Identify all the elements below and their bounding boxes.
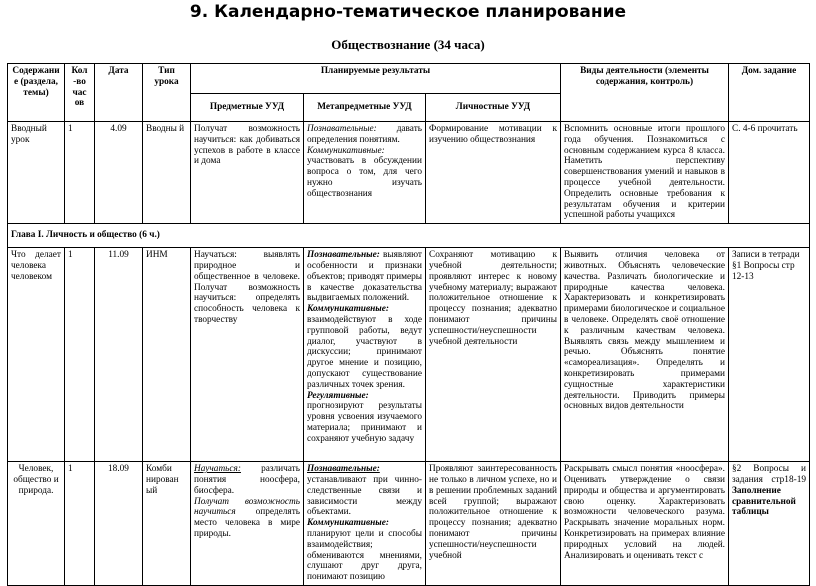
subject-text: различать понятия ноосфера, биосфера. [194,464,300,496]
col-header-section: Содержани е (раздела, темы) [8,64,65,122]
cell-date: 18.09 [95,462,143,586]
cell-activities: Вспомнить основные итоги прошлого года обучения. Познакомиться с основным содержанием курса 8 класса. Наметить перспективу совершенствования умений и навыков в процессе учебной деятельности. Определить основные требования к результатам обучения и критерии успешной работы учащихся [561,122,729,224]
meta-text: устанавливают при чинно-следственные связи и зависимости между объектами. [307,474,422,518]
meta-text: давать определения понятиям. [307,124,422,145]
subject-label: Научаться: [194,464,241,475]
cell-activities: Раскрывать смысл понятия «ноосфера». Оценивать утверждение о связи природы и общества и аргументировать свою оценку. Характеризовать возможности человеческого разума. Раскрывать значение моральных норм. Конкретизировать на примерах влияние природных условий на людей. Анализировать и оценивать текст с [561,462,729,586]
cell-meta-uud [304,122,426,224]
col-header-planned-results: Планируемые результаты [191,64,561,94]
meta-label: Коммуникативные: [307,518,389,529]
cell-subject-uud [191,462,304,586]
col-header-hours: Кол -во час ов [65,64,95,122]
meta-label: Познавательные: [307,464,380,475]
cell-personal-uud: Проявляют заинтересованность не только в личном успехе, но и в решении проблемных заданий всей группой; выражают положительное отношение к процессу познания; адекватно понимают причины успешности/неуспешности учебной [426,462,561,586]
meta-text: взаимодействуют в ходе групповой работы, ведут диалог, участвуют в дискуссии; принимают другое мнение и позицию, допускают существование различных точек зрения. [307,314,422,390]
cell-lesson-type: ИНМ [143,248,191,462]
cell-meta-uud [304,248,426,462]
cell-subject-uud: Получат возможность научиться: как добиваться успехов в работе в классе и дома [191,122,304,224]
cell-homework [729,462,810,586]
planning-table [7,63,810,586]
meta-text: участвовать в обсуждении вопроса о том, для чего нужно изучать обществознания [307,156,422,199]
subject-label: Получат возможность научиться [194,496,300,518]
meta-text: выявляют особенности и признаки объектов; приводят примеры в качестве доказательства выдвигаемых положений. [307,250,422,304]
meta-label: Познавательные: [307,124,377,134]
meta-label: Регулятивные: [307,390,369,401]
cell-hours: 1 [65,122,95,224]
meta-label: Коммуникативные: [307,304,389,315]
cell-section: Вводный урок [8,122,65,224]
cell-hours: 1 [65,462,95,586]
cell-personal-uud: Формирование мотивации к изучению обществознания [426,122,561,224]
chapter-title: Глава I. Личность и общество (6 ч.) [8,224,810,248]
table-row [8,462,810,586]
cell-section: Человек, общество и природа. [8,462,65,586]
page-title: 9. Календарно-тематическое планирование [189,2,627,22]
col-header-subject-uud: Предметные УУД [191,94,304,122]
col-header-meta-uud: Метапредметные УУД [304,94,426,122]
cell-meta-uud [304,462,426,586]
table-row [8,248,810,462]
meta-text: прогнозируют результаты уровня усвоения изучаемого материала; принимают и сохраняют учебную задачу [307,401,422,444]
meta-label: Коммуникативные: [307,145,385,156]
homework-bold: Заполнение сравнительной таблицы [732,485,796,518]
cell-date: 11.09 [95,248,143,462]
cell-hours: 1 [65,248,95,462]
subject-text: определять место человека в мире природы. [194,507,300,539]
meta-label: Познавательные: [307,250,380,261]
cell-section: Что делает человека человеком [8,248,65,462]
cell-personal-uud: Сохраняют мотивацию к учебной деятельности; проявляют интерес к новому учебному материалу; выражают положительное отношение к процессу познания; адекватно понимают причины успешности/неуспешности учебной деятельности [426,248,561,462]
cell-lesson-type: Вводны й [143,122,191,224]
cell-date: 4.09 [95,122,143,224]
table-row [8,122,810,224]
cell-activities: Выявить отличия человека от животных. Объяснять человеческие качества. Различать биологические и природные качества человека. Характеризовать и конкретизировать примерами биологическое и социальное в человеке. Определять своё отношение к различным качествам человека. Выявлять связь между мышлением и речью. Объяснять понятие «самореализация». Определять и конкретизировать примерами сущностные характеристики деятельности. Приводить примеры основных видов деятельности [561,248,729,462]
homework-text: §2 Вопросы и задания стр18-19 [732,464,806,485]
col-header-activities: Виды деятельности (элементы содержания, контроль) [561,64,729,122]
chapter-row [8,224,810,248]
col-header-homework: Дом. задание [729,64,810,122]
cell-homework: С. 4-6 прочитать [729,122,810,224]
cell-subject-uud: Научаться: выявлять природное и общественное в человеке. Получат возможность научиться: определять способность человека к творчеству [191,248,304,462]
cell-homework: Записи в тетради §1 Вопросы стр 12-13 [729,248,810,462]
cell-lesson-type: Комби нирован ый [143,462,191,586]
col-header-lesson-type: Тип урока [143,64,191,122]
page-subtitle: Обществознание (34 часа) [331,37,485,52]
col-header-personal-uud: Личностные УУД [426,94,561,122]
meta-text: планируют цели и способы взаимодействия; обмениваются мнениями, слушают друг друга, понимают позицию [307,528,422,583]
col-header-date: Дата [95,64,143,122]
